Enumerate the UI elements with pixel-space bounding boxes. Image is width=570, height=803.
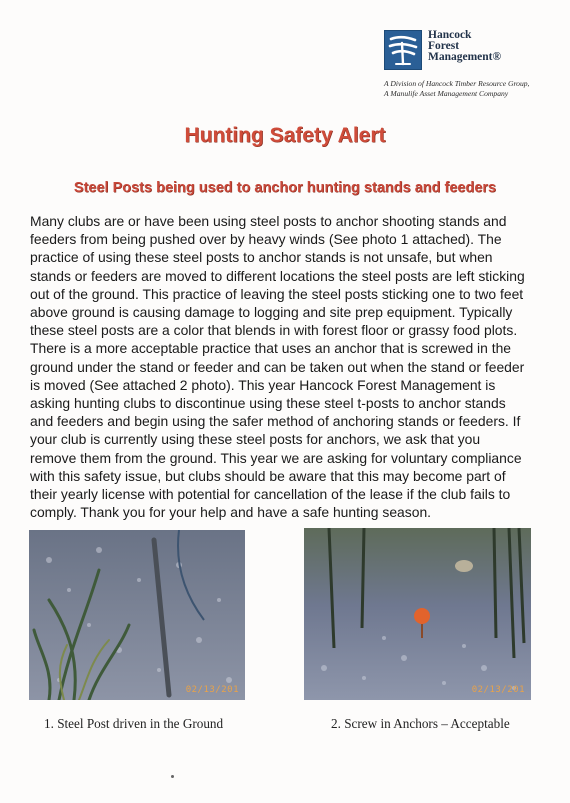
body-line: stands or feeders are moved to different locations the steel posts are left sticking [30, 267, 525, 284]
logo-wordmark [428, 30, 501, 63]
photo-date-stamp: 02/13/201 [185, 685, 239, 695]
body-line: practice of using these steel posts to anchor stands is not unsafe, but when [30, 249, 493, 266]
body-line: Many clubs are or have been using steel posts to anchor shooting stands and [30, 213, 507, 229]
page-title: Hunting Safety Alert [184, 124, 386, 147]
page-subtitle: Steel Posts being used to anchor hunting stands and feeders [73, 180, 497, 196]
body-line: and feeders and begin using the safer method of anchoring stands or feeders. If [30, 413, 521, 430]
body-line: is moved (See attached 2 photo). This year Hancock Forest Management is [30, 376, 496, 393]
body-line: ground under the stand or feeder and can be taken out when the stand or feeder [30, 358, 525, 375]
photo-caption: 2. Screw in Anchors – Acceptable [331, 716, 510, 731]
tagline-line-1: A Division of Hancock Timber Resource Group, [384, 79, 530, 88]
scan-speck [171, 775, 174, 778]
body-line: these steel posts are a color that blends in with forest floor or grassy food plots. [30, 322, 518, 339]
body-line: comply. Thank you for your help and have a safe hunting season. [30, 504, 432, 521]
body-line: above ground is causing damage to logging and site prep equipment. Typically [30, 304, 513, 321]
body-line: remove them from the ground. This year we are asking for voluntary compliance [30, 449, 522, 466]
logo-line-3: Management® [428, 51, 502, 63]
company-logo [384, 30, 501, 70]
tagline-line-2: A Manulife Asset Management Company [384, 89, 509, 98]
tree-logo-icon [384, 30, 422, 70]
logo-line-1: Hancock [428, 29, 472, 41]
body-line: your club is currently using these steel posts for anchors, we ask that you [30, 431, 481, 448]
body-line: asking hunting clubs to discontinue using these steel t-posts to anchor stands [30, 395, 506, 412]
logo-line-2: Forest [428, 40, 460, 52]
photo-date-stamp: 02/13/201 [471, 685, 525, 695]
photo-steel-post [29, 530, 245, 700]
photo-screw-anchor [304, 528, 531, 700]
body-line: with this safety issue, but clubs should be aware that this may become part of [30, 467, 506, 484]
photo-caption: 1. Steel Post driven in the Ground [44, 716, 224, 731]
body-line: feeders from being pushed over by heavy winds (See photo 1 attached). The [30, 231, 502, 248]
body-line: There is a more acceptable practice that uses an anchor that is screwed in the [30, 340, 512, 357]
body-line: their yearly license with potential for cancellation of the lease if the club fails to [30, 486, 511, 503]
body-paragraph [30, 212, 550, 521]
body-line: out of the ground. This practice of leaving the steel posts sticking one to two feet [30, 285, 524, 302]
company-tagline [384, 79, 529, 99]
